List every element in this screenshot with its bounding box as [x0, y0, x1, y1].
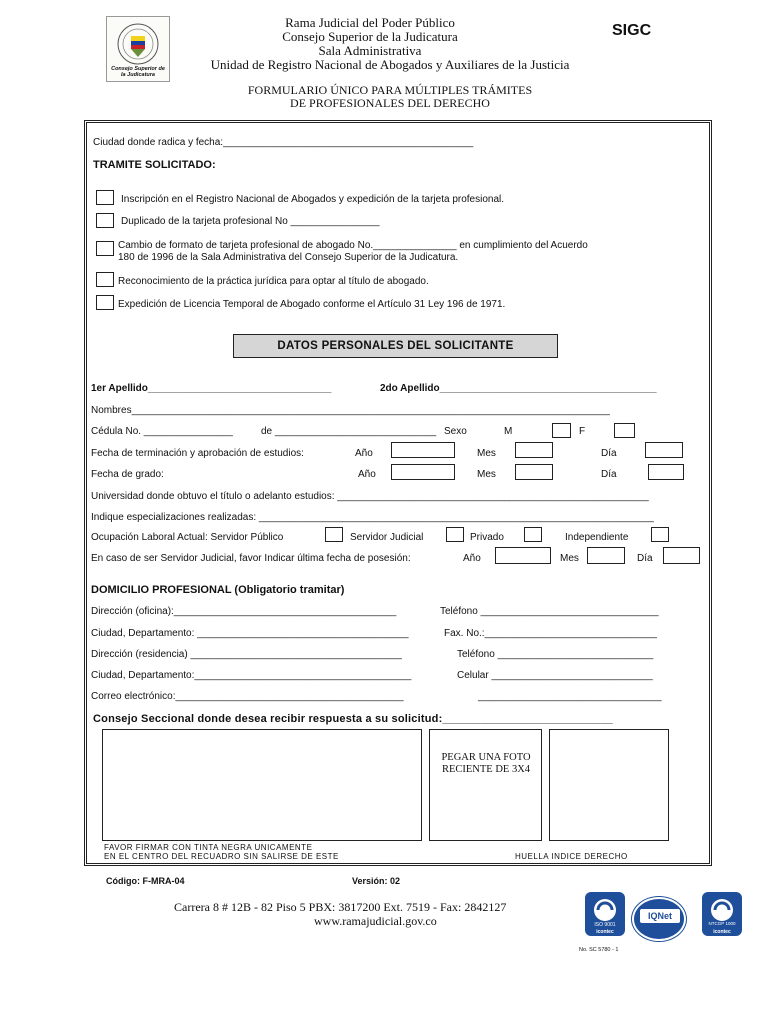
cert-number: No. SC 5780 - 1	[579, 947, 619, 953]
posesion-anio-label: Año	[463, 553, 481, 564]
sexo-label: Sexo	[444, 426, 467, 437]
checkbox-duplicado[interactable]	[96, 213, 114, 228]
terminacion-mes-label: Mes	[477, 448, 496, 459]
especializaciones-field[interactable]: Indique especializaciones realizadas: _______________________________________________________________________	[91, 512, 654, 523]
option-licencia-temporal: Expedición de Licencia Temporal de Abogado conforme el Artículo 31 Ley 196 de 1971.	[118, 299, 506, 310]
version-label: Versión: 02	[352, 876, 401, 886]
form-title-line-1: FORMULARIO ÚNICO PARA MÚLTIPLES TRÁMITES	[247, 83, 533, 97]
posesion-dia-box[interactable]	[663, 547, 700, 564]
celular-field[interactable]: Celular _____________________________	[457, 670, 653, 681]
posesion-mes-label: Mes	[560, 553, 579, 564]
posesion-dia-label: Día	[637, 553, 653, 564]
header-line-2: Consejo Superior de la Judicatura	[282, 29, 458, 44]
grado-anio-box[interactable]	[391, 464, 455, 480]
sexo-f-checkbox[interactable]	[614, 423, 635, 438]
tramite-title: TRAMITE SOLICITADO:	[93, 159, 216, 171]
cedula-expedicion-field[interactable]: de _____________________________	[261, 426, 437, 437]
domicilio-title: DOMICILIO PROFESIONAL (Obligatorio tramitar)	[91, 584, 345, 596]
cedula-field[interactable]: Cédula No. ________________	[91, 426, 233, 437]
servidor-publico-checkbox[interactable]	[325, 527, 343, 542]
option-cambio-formato-1: Cambio de formato de tarjeta profesional de abogado No._______________ en cumplimiento del Acuerdo	[118, 240, 588, 251]
independiente-label: Independiente	[565, 532, 629, 543]
grado-mes-box[interactable]	[515, 464, 553, 480]
correo-field[interactable]: Correo electrónico:_________________________________________	[91, 691, 404, 702]
consejo-seccional-field[interactable]: Consejo Seccional donde desea recibir respuesta a su solicitud:___________________________	[93, 713, 614, 725]
checkbox-reconocimiento[interactable]	[96, 272, 114, 287]
sexo-m-label: M	[504, 426, 513, 437]
option-reconocimiento: Reconocimiento de la práctica jurídica para optar al título de abogado.	[118, 276, 429, 287]
posesion-anio-box[interactable]	[495, 547, 551, 564]
nombres-field[interactable]: Nombres______________________________________________________________________________________	[91, 405, 610, 416]
terminacion-mes-box[interactable]	[515, 442, 553, 458]
posesion-mes-box[interactable]	[587, 547, 625, 564]
header-line-4: Unidad de Registro Nacional de Abogados y Auxiliares de la Justicia	[210, 57, 570, 72]
terminacion-label: Fecha de terminación y aprobación de estudios:	[91, 448, 304, 459]
logo-caption: Consejo Superior de la Judicatura	[111, 66, 165, 78]
fingerprint-box[interactable]	[549, 729, 669, 841]
header-line-3: Sala Administrativa	[318, 43, 422, 58]
option-inscripcion: Inscripción en el Registro Nacional de Abogados y expedición de la tarjeta profesional.	[121, 194, 505, 205]
ocupacion-label: Ocupación Laboral Actual: Servidor Público	[91, 532, 284, 543]
grado-dia-box[interactable]	[648, 464, 684, 480]
grado-anio-label: Año	[358, 469, 376, 480]
fax-field[interactable]: Fax. No.:_______________________________	[444, 628, 657, 639]
huella-label: HUELLA INDICE DERECHO	[515, 852, 628, 861]
signature-box[interactable]	[102, 729, 422, 841]
telefono-residencia-field[interactable]: Teléfono ____________________________	[457, 649, 654, 660]
grado-mes-label: Mes	[477, 469, 496, 480]
apellido2-field[interactable]: 2do Apellido_______________________________________	[380, 383, 657, 394]
privado-label: Privado	[470, 532, 504, 543]
sexo-m-checkbox[interactable]	[552, 423, 571, 438]
sexo-f-label: F	[579, 426, 586, 437]
servidor-judicial-checkbox[interactable]	[446, 527, 464, 542]
photo-box[interactable]	[429, 729, 542, 841]
universidad-field[interactable]: Universidad donde obtuvo el título o adelanto estudios: ________________________________________________________	[91, 491, 649, 502]
grado-dia-label: Día	[601, 469, 617, 480]
iso-9001-cert-icon: ISO 9001 icontec	[585, 892, 625, 944]
terminacion-dia-box[interactable]	[645, 442, 683, 458]
sign-note-2: EN EL CENTRO DEL RECUADRO SIN SALIRSE DE ESTE	[104, 852, 339, 861]
sign-note-1: FAVOR FIRMAR CON TINTA NEGRA UNICAMENTE	[104, 843, 313, 852]
servidor-judicial-label: Servidor Judicial	[350, 532, 424, 543]
ciudad-residencia-field[interactable]: Ciudad, Departamento:_______________________________________	[91, 670, 412, 681]
form-title-line-2: DE PROFESIONALES DEL DERECHO	[290, 96, 490, 110]
correo-field-continued[interactable]: _________________________________	[478, 691, 662, 702]
apellido1-field[interactable]: 1er Apellido_________________________________	[91, 383, 332, 394]
terminacion-dia-label: Día	[601, 448, 617, 459]
checkbox-inscripcion[interactable]	[96, 190, 114, 205]
independiente-checkbox[interactable]	[651, 527, 669, 542]
iqnet-cert-icon: IQNet	[632, 897, 686, 941]
sigc-code: SIGC	[612, 22, 652, 39]
checkbox-cambio-formato[interactable]	[96, 241, 114, 256]
datos-personales-heading: DATOS PERSONALES DEL SOLICITANTE	[233, 334, 558, 358]
terminacion-anio-label: Año	[355, 448, 373, 459]
city-date-field[interactable]: Ciudad donde radica y fecha:_____________________________________________	[93, 137, 474, 148]
grado-label: Fecha de grado:	[91, 469, 164, 480]
direccion-residencia-field[interactable]: Dirección (residencia) ______________________________________	[91, 649, 402, 660]
option-cambio-formato-2: 180 de 1996 de la Sala Administrativa del Consejo Superior de la Judicatura.	[118, 252, 459, 263]
checkbox-licencia-temporal[interactable]	[96, 295, 114, 310]
ntcgp-1000-cert-icon: NTCGP 1000 icontec	[702, 892, 742, 944]
terminacion-anio-box[interactable]	[391, 442, 455, 458]
telefono-oficina-field[interactable]: Teléfono ________________________________	[440, 606, 659, 617]
codigo-label: Código: F-MRA-04	[106, 876, 185, 886]
option-duplicado: Duplicado de la tarjeta profesional No ________________	[121, 216, 380, 227]
posesion-label: En caso de ser Servidor Judicial, favor Indicar última fecha de posesión:	[91, 553, 411, 564]
privado-checkbox[interactable]	[524, 527, 542, 542]
header-line-1: Rama Judicial del Poder Público	[285, 15, 455, 30]
photo-instructions: PEGAR UNA FOTO RECIENTE DE 3X4	[441, 752, 531, 775]
ciudad-oficina-field[interactable]: Ciudad, Departamento: ______________________________________	[91, 628, 409, 639]
footer-website[interactable]: www.ramajudicial.gov.co	[314, 914, 437, 928]
footer-address: Carrera 8 # 12B - 82 Piso 5 PBX: 3817200 Ext. 7519 - Fax: 2842127	[174, 900, 507, 914]
direccion-oficina-field[interactable]: Dirección (oficina):________________________________________	[91, 606, 397, 617]
